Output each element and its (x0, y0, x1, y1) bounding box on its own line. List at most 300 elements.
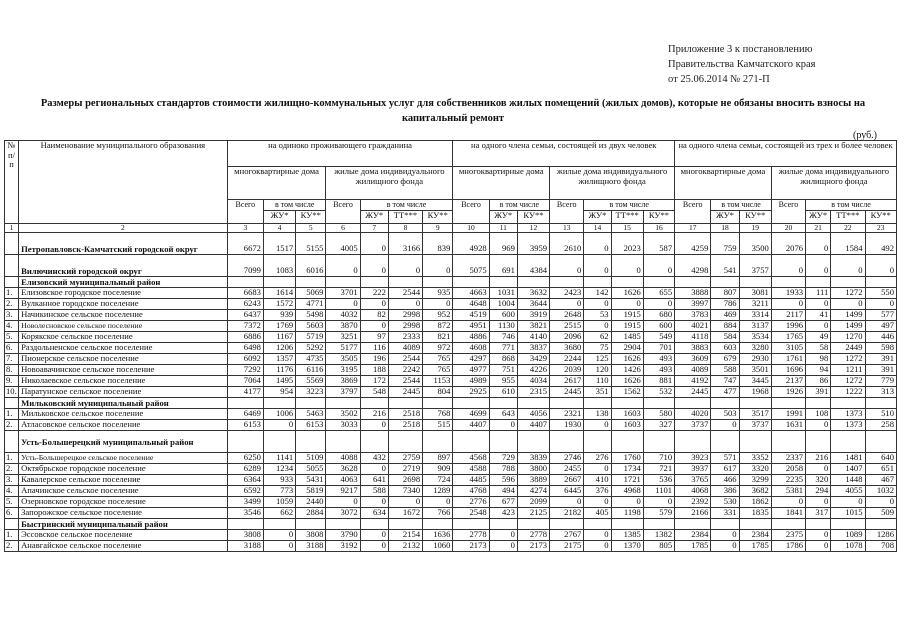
value-cell: 1769 (263, 321, 295, 332)
value-cell: 641 (360, 475, 388, 486)
value-cell: 515 (423, 420, 453, 431)
value-cell: 4063 (326, 475, 360, 486)
value-cell: 0 (423, 255, 453, 277)
empty-cell (453, 398, 489, 409)
value-cell: 2778 (453, 530, 489, 541)
zhu-header: ЖУ* (584, 211, 611, 224)
value-cell: 5463 (296, 409, 326, 420)
izh-header: жилые дома индивидуального жилищного фонда (550, 167, 675, 200)
value-cell: 3534 (739, 332, 771, 343)
value-cell: 4519 (453, 310, 489, 321)
value-cell: 1584 (831, 233, 865, 255)
value-cell: 216 (360, 409, 388, 420)
value-cell: 729 (489, 453, 517, 464)
table-row (5, 288, 897, 299)
value-cell: 1234 (263, 464, 295, 475)
municipality-name: Раздольненское сельское поселение (19, 343, 228, 354)
value-cell: 1078 (831, 541, 865, 552)
value-cell: 2173 (517, 541, 549, 552)
value-cell: 5431 (296, 475, 326, 486)
value-cell: 53 (584, 310, 611, 321)
value-cell: 0 (584, 321, 611, 332)
municipality-name: Петропавловск-Камчатский городской округ (19, 233, 228, 255)
value-cell: 2321 (550, 409, 584, 420)
municipality-name: Кавалерское сельское поселение (19, 475, 228, 486)
table-row (5, 409, 897, 420)
value-cell: 97 (360, 332, 388, 343)
value-cell: 1562 (611, 387, 643, 398)
value-cell: 108 (806, 409, 831, 420)
table-row (5, 420, 897, 431)
value-cell: 3502 (326, 409, 360, 420)
value-cell: 3081 (739, 288, 771, 299)
empty-cell (643, 519, 674, 530)
value-cell: 3628 (326, 464, 360, 475)
empty-cell (675, 431, 711, 453)
value-cell: 313 (865, 387, 897, 398)
value-cell: 0 (489, 530, 517, 541)
value-cell: 216 (806, 453, 831, 464)
row-number (5, 233, 19, 255)
value-cell: 596 (489, 475, 517, 486)
empty-cell (227, 277, 263, 288)
value-cell: 4951 (453, 321, 489, 332)
total-header: Всего (453, 200, 489, 224)
empty-cell (865, 277, 897, 288)
mkd-header: многоквартирные дома (453, 167, 550, 200)
value-cell: 0 (360, 541, 388, 552)
value-cell: 773 (263, 486, 295, 497)
district-name: Усть-Большерецкий муниципальный район (19, 431, 228, 453)
tt-header: ТТ*** (831, 211, 865, 224)
value-cell: 643 (489, 409, 517, 420)
district-header-row (5, 431, 897, 453)
empty-cell (263, 277, 295, 288)
value-cell: 4020 (675, 409, 711, 420)
empty-cell (831, 431, 865, 453)
total-header: Всего (675, 200, 711, 224)
value-cell: 2096 (550, 332, 584, 343)
column-number: 15 (611, 224, 643, 233)
value-cell: 1572 (263, 299, 295, 310)
row-number (5, 519, 19, 530)
value-cell: 172 (360, 376, 388, 387)
value-cell: 2235 (771, 475, 805, 486)
row-number: 9. (5, 376, 19, 387)
empty-cell (326, 277, 360, 288)
value-cell: 548 (360, 387, 388, 398)
value-cell: 1198 (611, 508, 643, 519)
table-row (5, 475, 897, 486)
value-cell: 3837 (517, 343, 549, 354)
value-cell: 3320 (739, 464, 771, 475)
value-cell: 2384 (675, 530, 711, 541)
incl-header: в том числе (806, 200, 897, 211)
row-number: 1. (5, 409, 19, 420)
empty-cell (517, 519, 549, 530)
value-cell: 0 (388, 497, 422, 508)
empty-cell (388, 431, 422, 453)
empty-cell (227, 431, 263, 453)
value-cell: 4608 (453, 343, 489, 354)
value-cell: 0 (643, 299, 674, 310)
value-cell: 1495 (263, 376, 295, 387)
value-cell: 691 (489, 255, 517, 277)
value-cell: 751 (489, 365, 517, 376)
value-cell: 933 (263, 475, 295, 486)
value-cell: 662 (263, 508, 295, 519)
value-cell: 2125 (517, 508, 549, 519)
value-cell: 0 (865, 255, 897, 277)
value-cell: 116 (360, 343, 388, 354)
value-cell: 0 (550, 255, 584, 277)
ku-header: КУ** (739, 211, 771, 224)
empty-cell (611, 431, 643, 453)
value-cell: 3783 (675, 310, 711, 321)
value-cell: 3870 (326, 321, 360, 332)
table-row (5, 354, 897, 365)
value-cell: 532 (643, 387, 674, 398)
value-cell: 804 (423, 387, 453, 398)
value-cell: 952 (423, 310, 453, 321)
incl-header: в том числе (711, 200, 771, 211)
value-cell: 1499 (831, 321, 865, 332)
value-cell: 2776 (453, 497, 489, 508)
value-cell: 4298 (675, 255, 711, 277)
value-cell: 432 (360, 453, 388, 464)
value-cell: 1015 (831, 508, 865, 519)
value-cell: 1968 (739, 387, 771, 398)
empty-cell (643, 277, 674, 288)
value-cell: 58 (806, 343, 831, 354)
value-cell: 2392 (675, 497, 711, 508)
value-cell: 1101 (643, 486, 674, 497)
value-cell: 327 (643, 420, 674, 431)
empty-cell (675, 277, 711, 288)
value-cell: 1059 (263, 497, 295, 508)
value-cell: 376 (584, 486, 611, 497)
value-cell: 1286 (865, 530, 897, 541)
municipality-name: Пионерское сельское поселение (19, 354, 228, 365)
unit-label: (руб.) (853, 130, 877, 141)
row-number (5, 398, 19, 409)
value-cell: 4226 (517, 365, 549, 376)
value-cell: 5075 (453, 255, 489, 277)
value-cell: 3701 (326, 288, 360, 299)
value-cell: 4259 (675, 233, 711, 255)
row-number: 3. (5, 475, 19, 486)
value-cell: 0 (326, 299, 360, 310)
column-number-row (5, 224, 897, 233)
value-cell: 3790 (326, 530, 360, 541)
ku-header: КУ** (517, 211, 549, 224)
total-header: Всего (771, 200, 805, 224)
column-number: 14 (584, 224, 611, 233)
column-number: 5 (296, 224, 326, 233)
empty-cell (360, 519, 388, 530)
value-cell: 4118 (675, 332, 711, 343)
value-cell: 3517 (739, 409, 771, 420)
value-cell: 786 (711, 299, 739, 310)
value-cell: 0 (831, 255, 865, 277)
value-cell: 909 (423, 464, 453, 475)
value-cell: 1841 (771, 508, 805, 519)
value-cell: 1933 (771, 288, 805, 299)
value-cell: 0 (806, 255, 831, 277)
empty-cell (550, 277, 584, 288)
value-cell: 1407 (831, 464, 865, 475)
empty-cell (611, 277, 643, 288)
empty-cell (711, 431, 739, 453)
value-cell: 0 (360, 321, 388, 332)
value-cell: 0 (865, 299, 897, 310)
ku-header: КУ** (423, 211, 453, 224)
value-cell: 2242 (388, 365, 422, 376)
total-header: Всего (326, 200, 360, 224)
value-cell: 2767 (550, 530, 584, 541)
value-cell: 7064 (227, 376, 263, 387)
value-cell: 2333 (388, 332, 422, 343)
value-cell: 2746 (550, 453, 584, 464)
row-number: 2. (5, 541, 19, 552)
value-cell: 222 (360, 288, 388, 299)
value-cell: 1481 (831, 453, 865, 464)
municipality-name: Новолесновское сельское поселение (19, 321, 228, 332)
empty-cell (806, 277, 831, 288)
municipality-name: Мильковское сельское поселение (19, 409, 228, 420)
value-cell: 1734 (611, 464, 643, 475)
value-cell: 509 (865, 508, 897, 519)
value-cell: 0 (806, 530, 831, 541)
table-row (5, 508, 897, 519)
value-cell: 0 (584, 233, 611, 255)
value-cell: 587 (643, 233, 674, 255)
value-cell: 3821 (517, 321, 549, 332)
value-cell: 5719 (296, 332, 326, 343)
empty-cell (296, 519, 326, 530)
value-cell: 1785 (739, 541, 771, 552)
value-cell: 1626 (611, 354, 643, 365)
empty-cell (806, 398, 831, 409)
value-cell: 2182 (550, 508, 584, 519)
value-cell: 4021 (675, 321, 711, 332)
value-cell: 1153 (423, 376, 453, 387)
row-number: 1. (5, 453, 19, 464)
value-cell: 1222 (831, 387, 865, 398)
value-cell: 1636 (423, 530, 453, 541)
value-cell: 2173 (453, 541, 489, 552)
value-cell: 2445 (388, 387, 422, 398)
value-cell: 588 (360, 486, 388, 497)
value-cell: 1485 (611, 332, 643, 343)
value-cell: 1761 (771, 354, 805, 365)
value-cell: 3680 (550, 343, 584, 354)
value-cell: 6153 (296, 420, 326, 431)
value-cell: 721 (643, 464, 674, 475)
value-cell: 188 (360, 365, 388, 376)
value-cell: 679 (711, 354, 739, 365)
value-cell: 3682 (739, 486, 771, 497)
empty-cell (388, 398, 422, 409)
column-number: 16 (643, 224, 674, 233)
value-cell: 1603 (611, 420, 643, 431)
empty-cell (771, 519, 805, 530)
table-row (5, 376, 897, 387)
value-cell: 6469 (227, 409, 263, 420)
empty-cell (423, 398, 453, 409)
value-cell: 768 (423, 409, 453, 420)
value-cell: 1373 (831, 420, 865, 431)
value-cell: 276 (584, 453, 611, 464)
value-cell: 935 (423, 288, 453, 299)
value-cell: 3501 (739, 365, 771, 376)
value-cell: 3808 (296, 530, 326, 541)
value-cell: 2337 (771, 453, 805, 464)
column-number: 1 (5, 224, 19, 233)
value-cell: 4140 (517, 332, 549, 343)
municipality-name: Анавгайское сельское поселение (19, 541, 228, 552)
value-cell: 4089 (388, 343, 422, 354)
empty-cell (263, 398, 295, 409)
municipality-name: Октябрьское городское поселение (19, 464, 228, 475)
value-cell: 3797 (326, 387, 360, 398)
value-cell: 1031 (489, 288, 517, 299)
empty-cell (584, 519, 611, 530)
value-cell: 765 (423, 365, 453, 376)
municipality-name: Вилючинский городской округ (19, 255, 228, 277)
value-cell: 5569 (296, 376, 326, 387)
district-name: Мильковский муниципальный район (19, 398, 228, 409)
value-cell: 405 (584, 508, 611, 519)
value-cell: 386 (711, 486, 739, 497)
value-cell: 6886 (227, 332, 263, 343)
column-number: 19 (739, 224, 771, 233)
value-cell: 3937 (675, 464, 711, 475)
value-cell: 2544 (388, 376, 422, 387)
empty-cell (611, 519, 643, 530)
value-cell: 3211 (739, 299, 771, 310)
value-cell: 3188 (227, 541, 263, 552)
column-number: 17 (675, 224, 711, 233)
value-cell: 0 (584, 299, 611, 310)
value-cell: 503 (711, 409, 739, 420)
empty-cell (550, 519, 584, 530)
value-cell: 0 (584, 530, 611, 541)
column-number: 3 (227, 224, 263, 233)
municipality-name: Николаевское сельское поселение (19, 376, 228, 387)
value-cell: 7372 (227, 321, 263, 332)
value-cell: 1289 (423, 486, 453, 497)
value-cell: 6250 (227, 453, 263, 464)
value-cell: 2884 (296, 508, 326, 519)
empty-cell (711, 519, 739, 530)
value-cell: 86 (806, 376, 831, 387)
value-cell: 1357 (263, 354, 295, 365)
value-cell: 536 (643, 475, 674, 486)
value-cell: 4648 (453, 299, 489, 310)
group-single-header: на одиноко проживающего гражданина (227, 141, 453, 167)
empty-cell (489, 519, 517, 530)
zhu-header: ЖУ* (360, 211, 388, 224)
value-cell: 1517 (263, 233, 295, 255)
value-cell: 4384 (517, 255, 549, 277)
value-cell: 0 (489, 420, 517, 431)
value-cell: 1211 (831, 365, 865, 376)
value-cell: 2515 (550, 321, 584, 332)
value-cell: 680 (643, 310, 674, 321)
value-cell: 1696 (771, 365, 805, 376)
table-row (5, 343, 897, 354)
value-cell: 196 (360, 354, 388, 365)
municipality-name: Усть-Большерецкое сельское поселение (19, 453, 228, 464)
value-cell: 839 (423, 233, 453, 255)
value-cell: 577 (865, 310, 897, 321)
value-cell: 320 (806, 475, 831, 486)
value-cell: 4771 (296, 299, 326, 310)
value-cell: 4968 (611, 486, 643, 497)
ku-header: КУ** (643, 211, 674, 224)
value-cell: 2548 (453, 508, 489, 519)
value-cell: 6016 (296, 255, 326, 277)
row-number: 2. (5, 464, 19, 475)
value-cell: 7099 (227, 255, 263, 277)
value-cell: 9217 (326, 486, 360, 497)
value-cell: 0 (831, 497, 865, 508)
value-cell: 467 (865, 475, 897, 486)
column-number: 20 (771, 224, 805, 233)
empty-cell (517, 431, 549, 453)
value-cell: 2667 (550, 475, 584, 486)
empty-cell (326, 519, 360, 530)
value-cell: 469 (711, 310, 739, 321)
value-cell: 2137 (771, 376, 805, 387)
value-cell: 1626 (611, 288, 643, 299)
value-cell: 3765 (675, 475, 711, 486)
value-cell: 821 (423, 332, 453, 343)
empty-cell (584, 398, 611, 409)
value-cell: 788 (489, 464, 517, 475)
column-number: 4 (263, 224, 295, 233)
value-cell: 4663 (453, 288, 489, 299)
value-cell: 6437 (227, 310, 263, 321)
empty-cell (643, 431, 674, 453)
municipality-name: Новоавачинское сельское поселение (19, 365, 228, 376)
value-cell: 4297 (453, 354, 489, 365)
value-cell: 897 (423, 453, 453, 464)
total-header: Всего (227, 200, 263, 224)
value-cell: 0 (326, 255, 360, 277)
value-cell: 351 (584, 387, 611, 398)
value-cell: 4056 (517, 409, 549, 420)
group-three-header: на одного члена семьи, состоящей из трех и более человек (675, 141, 897, 167)
value-cell: 4699 (453, 409, 489, 420)
value-cell: 651 (865, 464, 897, 475)
value-cell: 4989 (453, 376, 489, 387)
value-cell: 0 (611, 497, 643, 508)
value-cell: 1385 (611, 530, 643, 541)
value-cell: 0 (550, 299, 584, 310)
zhu-header: ЖУ* (806, 211, 831, 224)
value-cell: 0 (643, 497, 674, 508)
column-number: 8 (388, 224, 422, 233)
empty-cell (453, 431, 489, 453)
value-cell: 571 (711, 453, 739, 464)
empty-cell (675, 398, 711, 409)
value-cell: 939 (263, 310, 295, 321)
value-cell: 2759 (388, 453, 422, 464)
value-cell: 541 (711, 255, 739, 277)
value-cell: 4735 (296, 354, 326, 365)
